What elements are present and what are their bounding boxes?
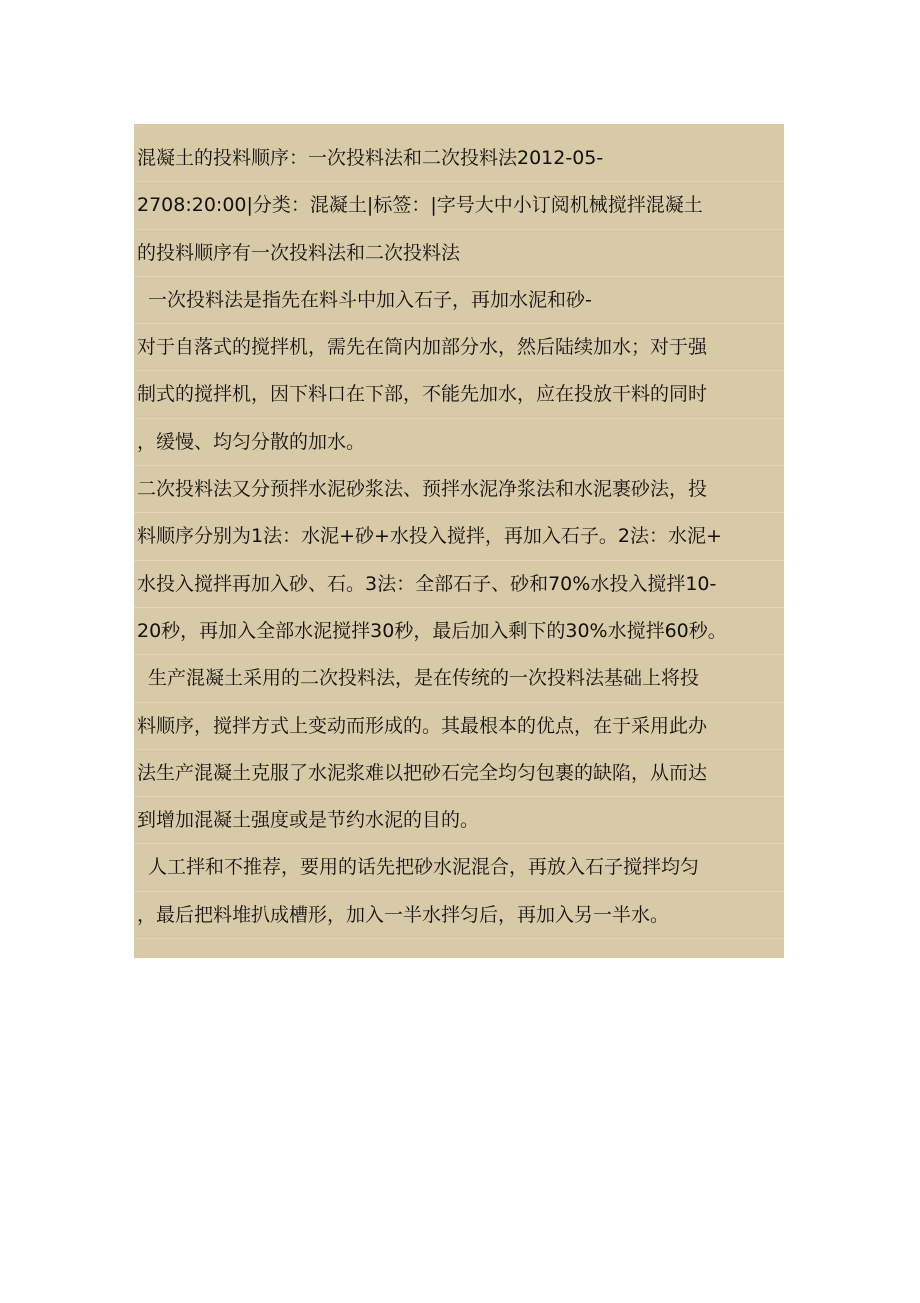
text-line: 到增加混凝土强度或是节约水泥的目的。 — [134, 797, 784, 844]
text-line: 料顺序分别为1法：水泥+砂+水投入搅拌，再加入石子。2法：水泥+ — [134, 513, 784, 560]
text-line: 人工拌和不推荐，要用的话先把砂水泥混合，再放入石子搅拌均匀 — [134, 844, 784, 891]
text-line: 二次投料法又分预拌水泥砂浆法、预拌水泥净浆法和水泥裹砂法，投 — [134, 466, 784, 513]
text-line: 对于自落式的搅拌机，需先在筒内加部分水，然后陆续加水；对于强 — [134, 324, 784, 371]
text-line: 20秒，再加入全部水泥搅拌30秒，最后加入剩下的30%水搅拌60秒。 — [134, 608, 784, 655]
text-line: 2708:20:00|分类：混凝土|标签：|字号大中小订阅机械搅拌混凝土 — [134, 182, 784, 229]
text-line: 的投料顺序有一次投料法和二次投料法 — [134, 230, 784, 277]
text-line: 生产混凝土采用的二次投料法，是在传统的一次投料法基础上将投 — [134, 655, 784, 702]
article-body — [134, 124, 784, 958]
text-line: 法生产混凝土克服了水泥浆难以把砂石完全均匀包裹的缺陷，从而达 — [134, 750, 784, 797]
text-line: 一次投料法是指先在料斗中加入石子，再加水泥和砂- — [134, 277, 784, 324]
text-line: 制式的搅拌机，因下料口在下部，不能先加水，应在投放干料的同时 — [134, 371, 784, 418]
text-line: ，缓慢、均匀分散的加水。 — [134, 419, 784, 466]
text-line: 料顺序，搅拌方式上变动而形成的。其最根本的优点，在于采用此办 — [134, 703, 784, 750]
text-line: 水投入搅拌再加入砂、石。3法：全部石子、砂和70%水投入搅拌10- — [134, 561, 784, 608]
text-line: 混凝土的投料顺序：一次投料法和二次投料法2012-05- — [134, 135, 784, 182]
text-line: ，最后把料堆扒成槽形，加入一半水拌匀后，再加入另一半水。 — [134, 892, 784, 939]
